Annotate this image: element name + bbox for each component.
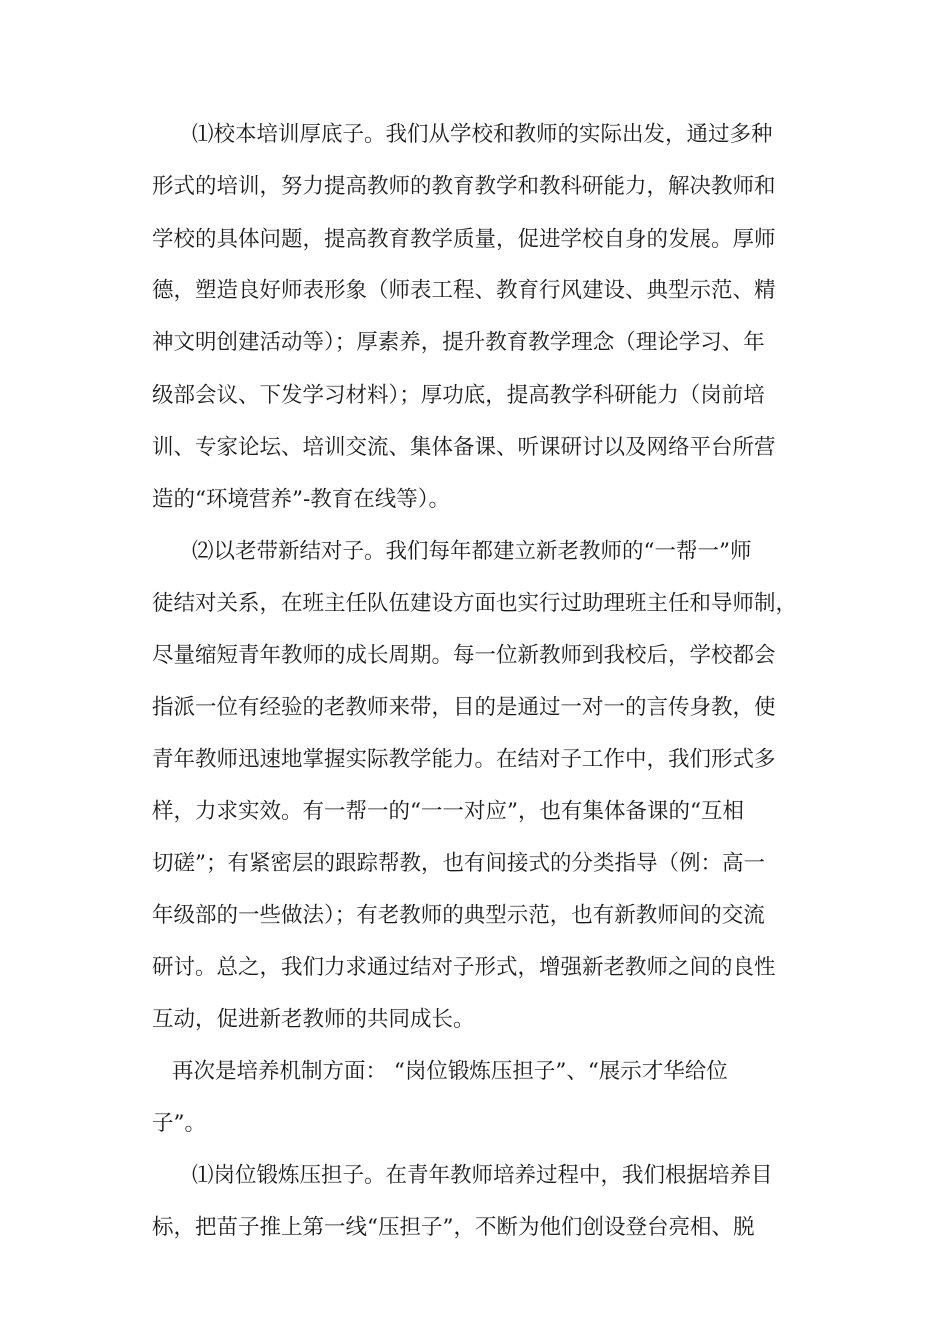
paragraph-1-line-5: 神文明创建活动等）；厚素养，提升教育教学理念（理论学习、年 [152, 330, 765, 355]
paragraph-2-line-1: ⑵以老带新结对子。我们每年都建立新老教师的“一帮一”师 [192, 539, 752, 564]
paragraph-2-line-8: 年级部的一些做法）；有老教师的典型示范，也有新教师间的交流 [152, 903, 765, 928]
paragraph-2-line-2: 徒结对关系，在班主任队伍建设方面也实行过助理班主任和导师制， [152, 591, 798, 616]
paragraph-2-line-6: 样，力求实效。有一帮一的“一一对应”，也有集体备课的“互相 [152, 799, 744, 824]
paragraph-3-line-2: 子”。 [152, 1111, 206, 1136]
paragraph-1-line-8: 造的“环境营养”-教育在线等）。 [152, 487, 450, 512]
paragraph-1-line-3: 学校的具体问题，提高教育教学质量，促进学校自身的发展。厚师 [152, 227, 776, 252]
paragraph-1-line-2: 形式的培训，努力提高教师的教育教学和教科研能力，解决教师和 [152, 174, 776, 199]
paragraph-2-line-5: 青年教师迅速地掌握实际教学能力。在结对子工作中，我们形式多 [152, 747, 776, 772]
paragraph-2-line-7: 切磋”；有紧密层的跟踪帮教，也有间接式的分类指导（例：高一 [152, 851, 765, 876]
paragraph-4-line-2: 标，把苗子推上第一线“压担子”，不断为他们创设登台亮相、脱 [152, 1215, 755, 1240]
paragraph-1-line-4: 德，塑造良好师表形象（师表工程、教育行风建设、典型示范、精 [152, 278, 776, 303]
paragraph-2-line-3: 尽量缩短青年教师的成长周期。每一位新教师到我校后，学校都会 [152, 643, 776, 668]
paragraph-2-line-9: 研讨。总之，我们力求通过结对子形式，增强新老教师之间的良性 [152, 955, 776, 980]
paragraph-1-line-6: 级部会议、下发学习材料）；厚功底，提高教学科研能力（岗前培 [152, 383, 765, 408]
paragraph-1-line-7: 训、专家论坛、培训交流、集体备课、听课研讨以及网络平台所营 [152, 435, 776, 460]
paragraph-4-line-1: ⑴岗位锻炼压担子。在青年教师培养过程中，我们根据培养目 [192, 1163, 773, 1188]
paragraph-2-line-10: 互动，促进新老教师的共同成长。 [152, 1007, 475, 1032]
paragraph-3-line-1: 再次是培养机制方面： “岗位锻炼压担子”、“展示才华给位 [172, 1059, 728, 1084]
paragraph-2-line-4: 指派一位有经验的老教师来带，目的是通过一对一的言传身教，使 [152, 695, 776, 720]
paragraph-1-line-1: ⑴校本培训厚底子。我们从学校和教师的实际出发，通过多种 [192, 122, 773, 147]
